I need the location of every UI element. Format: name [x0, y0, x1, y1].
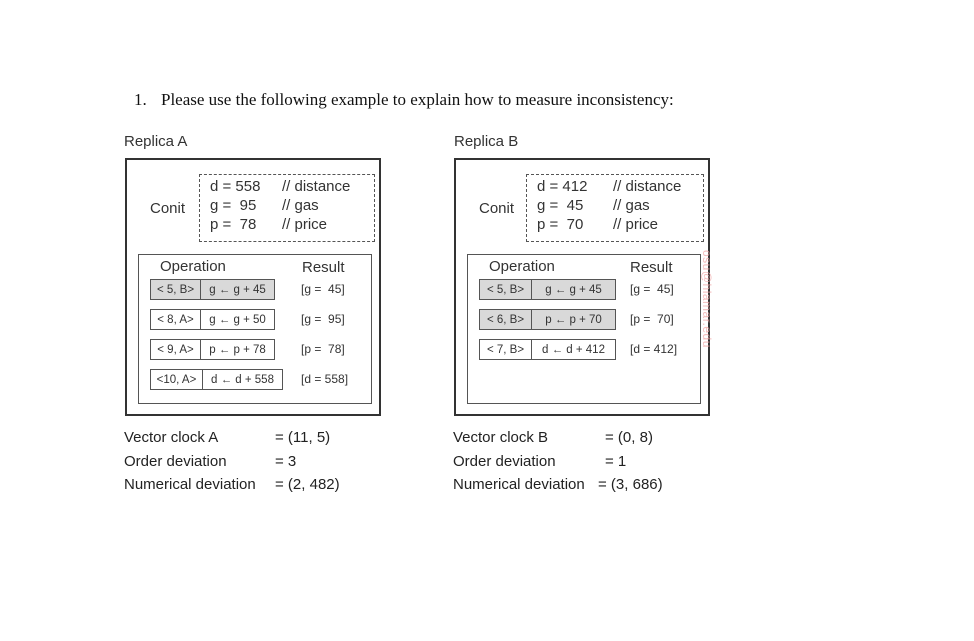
stat-row: Numerical deviation = (3, 686) — [453, 476, 663, 493]
conit-row: p = 78 // price — [210, 216, 328, 233]
conit-row: p = 70 // price — [537, 216, 659, 233]
operation-result: [p = 70] — [630, 312, 674, 326]
stat-row: Vector clock A = (11, 5) — [124, 429, 331, 446]
replica-b-title: Replica B — [454, 133, 519, 150]
replica-b-conit-box — [526, 174, 704, 242]
operation-header: Operation — [160, 258, 226, 275]
operation-row: < 7, B> d ← d + 412 — [479, 339, 616, 360]
operation-result: [d = 412] — [630, 342, 678, 356]
conit-row: g = 95 // gas — [210, 197, 319, 214]
watermark: osu@hlamar.edu — [700, 250, 714, 348]
operation-row: < 9, A> p ← p + 78 — [150, 339, 275, 360]
operation-row: <10, A> d ← d + 558 — [150, 369, 283, 390]
replica-b-conit-label: Conit — [479, 200, 515, 217]
replica-a-conit-box — [199, 174, 375, 242]
question-text: Please use the following example to explain how to measure inconsistency: — [161, 90, 674, 109]
question — [134, 90, 674, 110]
operation-result: [g = 45] — [630, 282, 674, 296]
conit-row: g = 45 // gas — [537, 197, 650, 214]
stat-row: Order deviation = 3 — [124, 452, 297, 470]
conit-row: d = 412 // distance — [537, 178, 682, 195]
replica-a-ops-table — [138, 254, 372, 404]
replica-a-title: Replica A — [124, 133, 188, 150]
operation-result: [p = 78] — [301, 342, 345, 356]
operation-result: [g = 95] — [301, 312, 345, 326]
operation-header: Operation — [489, 258, 555, 275]
operation-result: [g = 45] — [301, 282, 345, 296]
operation-row: < 6, B> p ← p + 70 — [479, 309, 616, 330]
replica-b-ops-table — [467, 254, 701, 404]
replica-b-panel — [454, 158, 710, 416]
replica-b-stats — [453, 426, 663, 497]
stat-row: Numerical deviation = (2, 482) — [124, 476, 340, 493]
result-header: Result — [302, 259, 345, 276]
operation-row: < 5, B> g ← g + 45 — [479, 279, 616, 300]
operation-row: < 8, A> g ← g + 50 — [150, 309, 275, 330]
replica-a-conit-label: Conit — [150, 200, 186, 217]
question-number: 1. — [134, 90, 147, 109]
result-header: Result — [630, 259, 673, 276]
conit-row: d = 558 // distance — [210, 178, 351, 195]
operation-row: < 5, B> g ← g + 45 — [150, 279, 275, 300]
replica-a-stats — [124, 426, 340, 497]
replica-a-panel — [125, 158, 381, 416]
stat-row: Order deviation = 1 — [453, 452, 627, 470]
operation-result: [d = 558] — [301, 372, 349, 386]
stat-row: Vector clock B = (0, 8) — [453, 429, 653, 446]
